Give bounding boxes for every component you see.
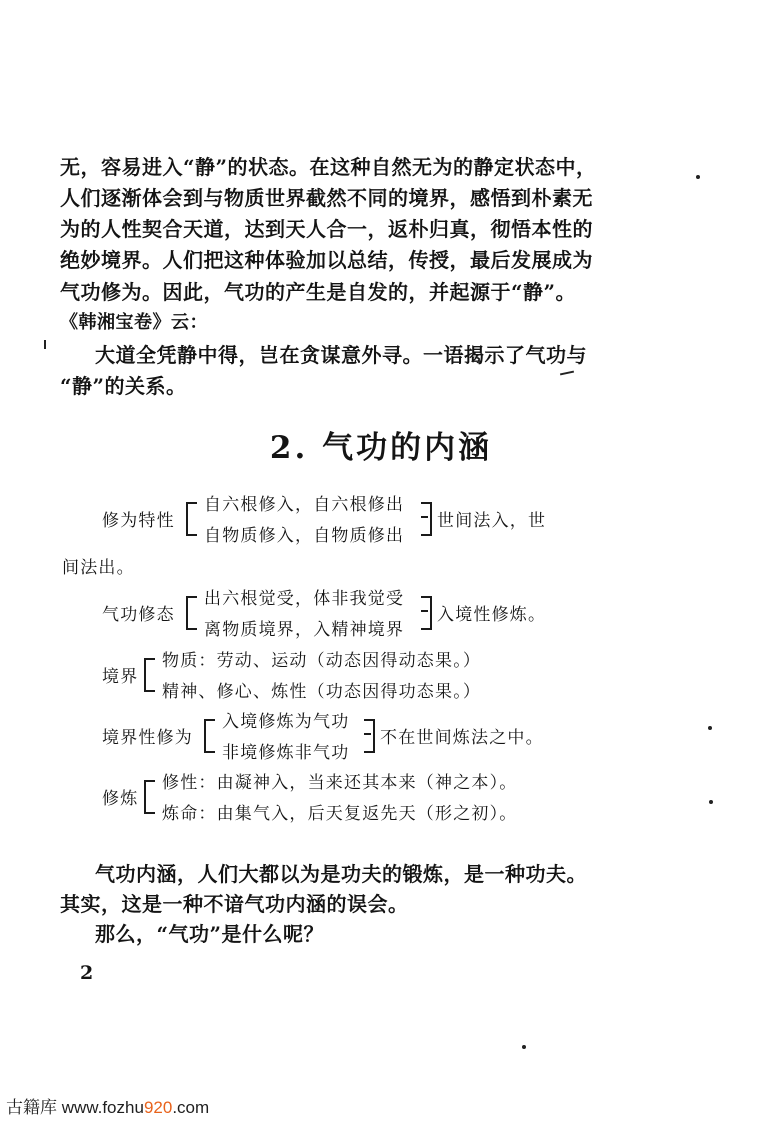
left-bracket xyxy=(144,780,155,814)
branch-bottom: 炼命：由集气入，后天复返先天（形之初）。 xyxy=(162,804,518,824)
quote-line: 大道全凭静中得，岂在贪谋意外寻。一语揭示了气功与 xyxy=(95,343,587,367)
bracket-tick xyxy=(421,516,428,518)
watermark-url-suffix: .com xyxy=(172,1098,210,1117)
paragraph-line: 为的人性契合天道，达到天人合一，返朴归真，彻悟本性的 xyxy=(60,217,593,241)
paragraph-line: 人们逐渐体会到与物质世界截然不同的境界，感悟到朴素无 xyxy=(60,186,593,210)
row-label: 气功修态 xyxy=(102,605,175,625)
scan-speck xyxy=(696,175,700,179)
row-result: 世间法入，世 xyxy=(437,511,547,531)
row-result: 不在世间炼法之中。 xyxy=(380,728,544,748)
right-bracket xyxy=(421,502,432,536)
paragraph-line: 绝妙境界。人们把这种体验加以总结，传授，最后发展成为 xyxy=(60,248,593,272)
right-bracket xyxy=(364,719,375,753)
watermark-url-number: 920 xyxy=(143,1098,173,1117)
paragraph-line: 《韩湘宝卷》云： xyxy=(60,312,208,333)
branch-bottom: 自物质修入，自物质修出 xyxy=(204,526,405,546)
row-label: 境界性修为 xyxy=(102,728,193,748)
bracket-tick xyxy=(421,610,428,612)
branch-top: 自六根修入，自六根修出 xyxy=(204,495,405,515)
branch-top: 出六根觉受，体非我觉受 xyxy=(204,589,405,609)
scan-speck xyxy=(560,371,574,376)
branch-bottom: 离物质境界，入精神境界 xyxy=(204,620,405,640)
row-label: 修为特性 xyxy=(102,511,175,531)
left-bracket xyxy=(186,596,197,630)
scan-speck xyxy=(709,800,713,804)
page-number: 2 xyxy=(80,962,94,984)
left-bracket xyxy=(186,502,197,536)
row-result: 入境性修炼。 xyxy=(437,605,547,625)
watermark-url-prefix: www.fozhu xyxy=(57,1098,144,1117)
branch-bottom: 非境修炼非气功 xyxy=(222,743,350,763)
paragraph-line: 气功内涵，人们大都以为是功夫的锻炼，是一种功夫。 xyxy=(95,862,587,886)
scan-speck xyxy=(44,340,46,349)
paragraph-line: 无，容易进入“静”的状态。在这种自然无为的静定状态中， xyxy=(60,155,597,179)
watermark-brand: 古籍库 xyxy=(6,1098,57,1117)
right-bracket xyxy=(421,596,432,630)
row-label: 修炼 xyxy=(102,789,139,809)
watermark xyxy=(6,1093,209,1118)
branch-top: 物质：劳动、运动（动态因得动态果。） xyxy=(162,651,482,671)
left-bracket xyxy=(204,719,215,753)
branch-top: 入境修炼为气功 xyxy=(222,712,350,732)
bracket-tick xyxy=(364,733,371,735)
left-bracket xyxy=(144,658,155,692)
branch-bottom: 精神、修心、炼性（功态因得功态果。） xyxy=(162,682,482,702)
row-continuation: 间法出。 xyxy=(62,558,135,578)
paragraph-line: 其实，这是一种不谙气功内涵的误会。 xyxy=(60,892,409,916)
paragraph-line: 气功修为。因此，气功的产生是自发的，并起源于“静”。 xyxy=(60,280,577,304)
quote-line: “静”的关系。 xyxy=(60,374,187,398)
row-label: 境界 xyxy=(102,667,139,687)
scan-speck xyxy=(708,726,712,730)
scan-speck xyxy=(522,1045,526,1049)
paragraph-line: 那么，“气功”是什么呢？ xyxy=(95,922,325,946)
section-title: 2. 气功的内涵 xyxy=(269,430,493,466)
branch-top: 修性：由凝神入，当来还其本来（神之本）。 xyxy=(162,773,518,793)
